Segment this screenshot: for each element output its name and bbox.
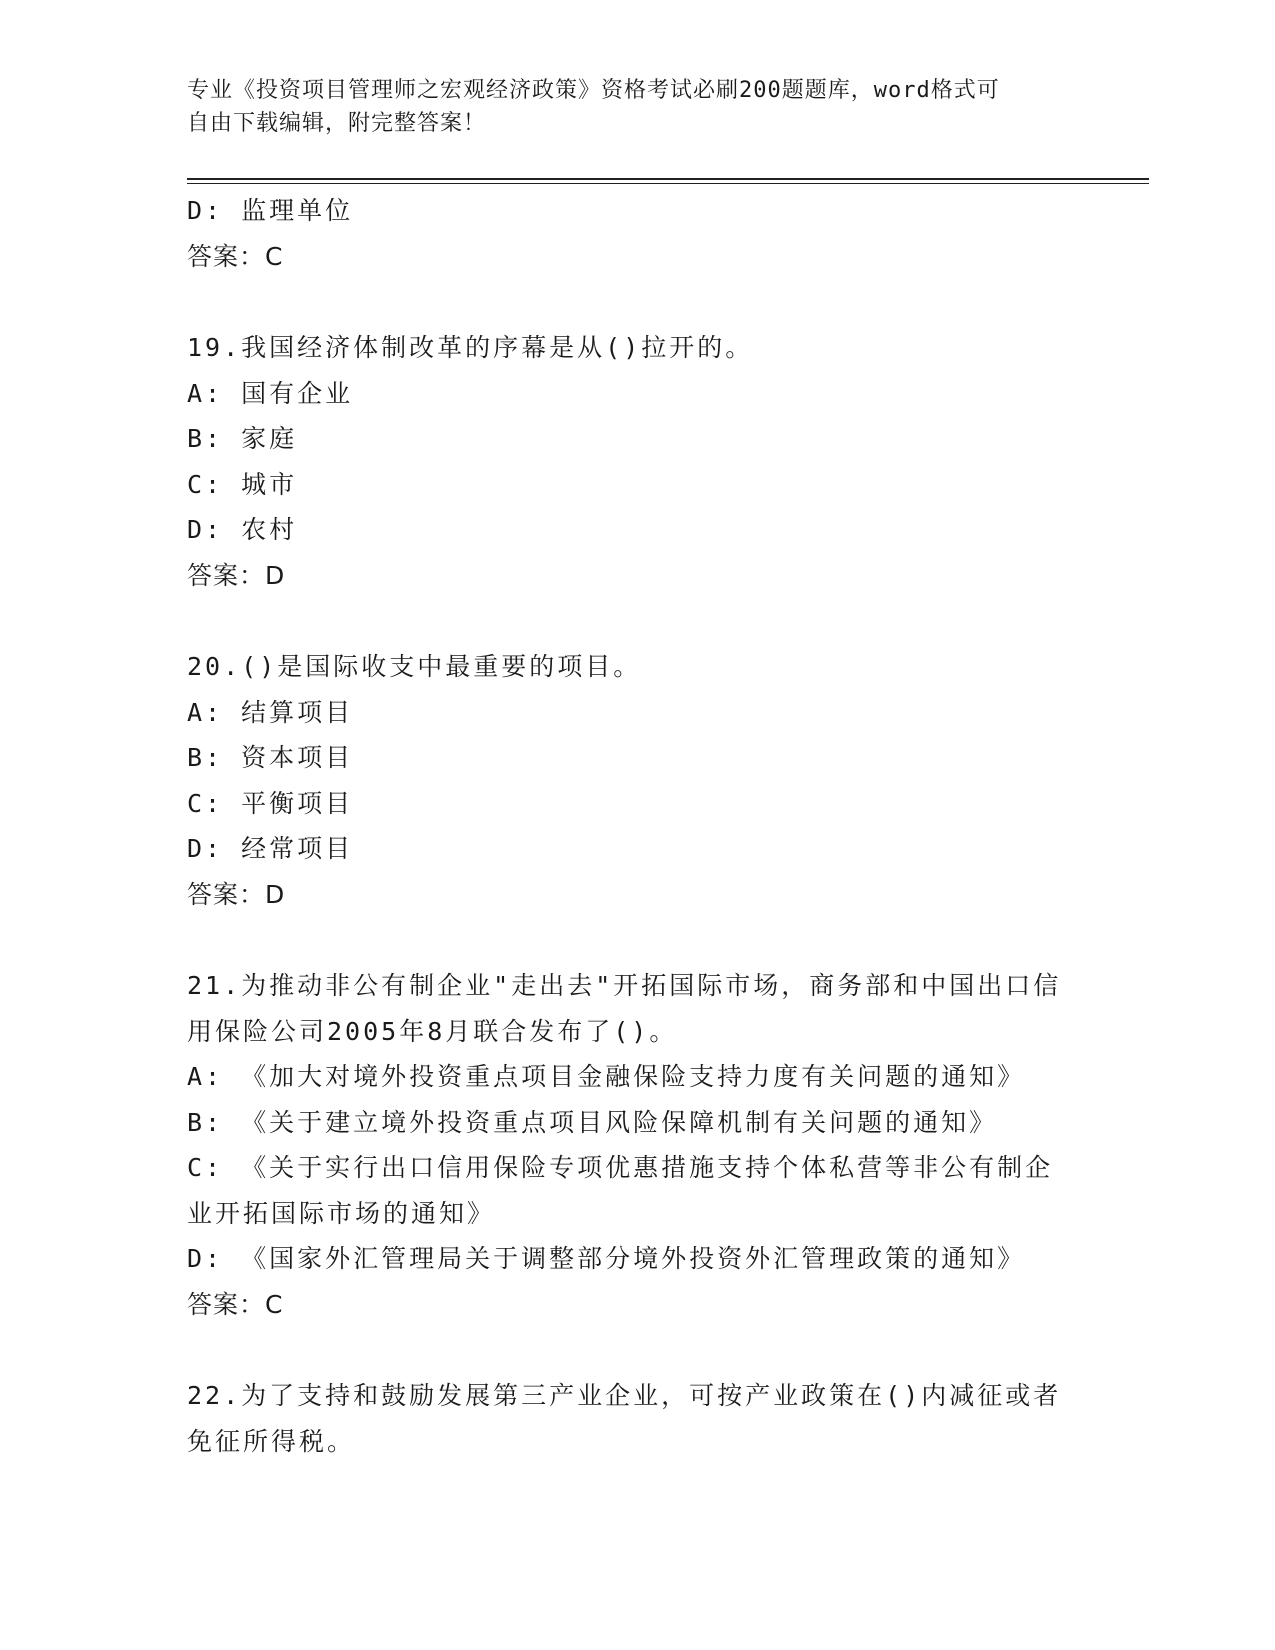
document-body (187, 188, 1077, 1464)
question-20 (187, 644, 1077, 917)
document-header (187, 74, 1067, 140)
option-a: A: 结算项目 (187, 697, 354, 727)
option-c: C: 《关于实行出口信用保险专项优惠措施支持个体私营等非公有制企 (187, 1153, 1054, 1182)
spacer (187, 598, 1077, 644)
question-stem-line-2: 用保险公司2005年8月联合发布了()。 (187, 1016, 678, 1046)
header-line-1: 专业《投资项目管理师之宏观经济政策》资格考试必刷200题题库，word格式可 (187, 78, 1000, 103)
question-stem-line-1: 22.为了支持和鼓励发展第三产业企业，可按产业政策在()内减征或者 (187, 1381, 1062, 1410)
option-a: A: 国有企业 (187, 378, 354, 408)
question-stem-line-2: 免征所得税。 (187, 1426, 356, 1456)
question-21 (187, 963, 1077, 1327)
option-b: B: 家庭 (187, 424, 298, 453)
spacer (187, 1327, 1077, 1373)
spacer (187, 279, 1077, 325)
option-d: D: 《国家外汇管理局关于调整部分境外投资外汇管理政策的通知》 (187, 1244, 1026, 1273)
option-c: C: 城市 (187, 469, 298, 499)
option-d: D: 经常项目 (187, 834, 354, 863)
answer: 答案：C (187, 1289, 284, 1319)
option-b: B: 《关于建立境外投资重点项目风险保障机制有关问题的通知》 (187, 1107, 998, 1137)
question-stem-line-1: 21.为推动非公有制企业"走出去"开拓国际市场，商务部和中国出口信 (187, 971, 1062, 1000)
spacer (187, 917, 1077, 963)
question-19 (187, 325, 1077, 598)
question-stem: 19.我国经济体制改革的序幕是从()拉开的。 (187, 333, 754, 362)
option-d: D: 监理单位 (187, 196, 354, 225)
option-a: A: 《加大对境外投资重点项目金融保险支持力度有关问题的通知》 (187, 1062, 1026, 1091)
answer: 答案：C (187, 241, 284, 271)
option-b: B: 资本项目 (187, 743, 354, 772)
answer: 答案：D (187, 560, 286, 590)
header-divider-thick (187, 178, 1149, 180)
option-c-continued: 业开拓国际市场的通知》 (187, 1198, 496, 1228)
option-d: D: 农村 (187, 515, 298, 544)
header-divider-thin (187, 183, 1149, 184)
prev-question (187, 188, 1077, 279)
question-22 (187, 1373, 1077, 1464)
option-c: C: 平衡项目 (187, 788, 354, 818)
header-line-2: 自由下载编辑，附完整答案！ (187, 111, 487, 136)
answer: 答案：D (187, 879, 286, 909)
question-stem: 20.()是国际收支中最重要的项目。 (187, 652, 642, 681)
